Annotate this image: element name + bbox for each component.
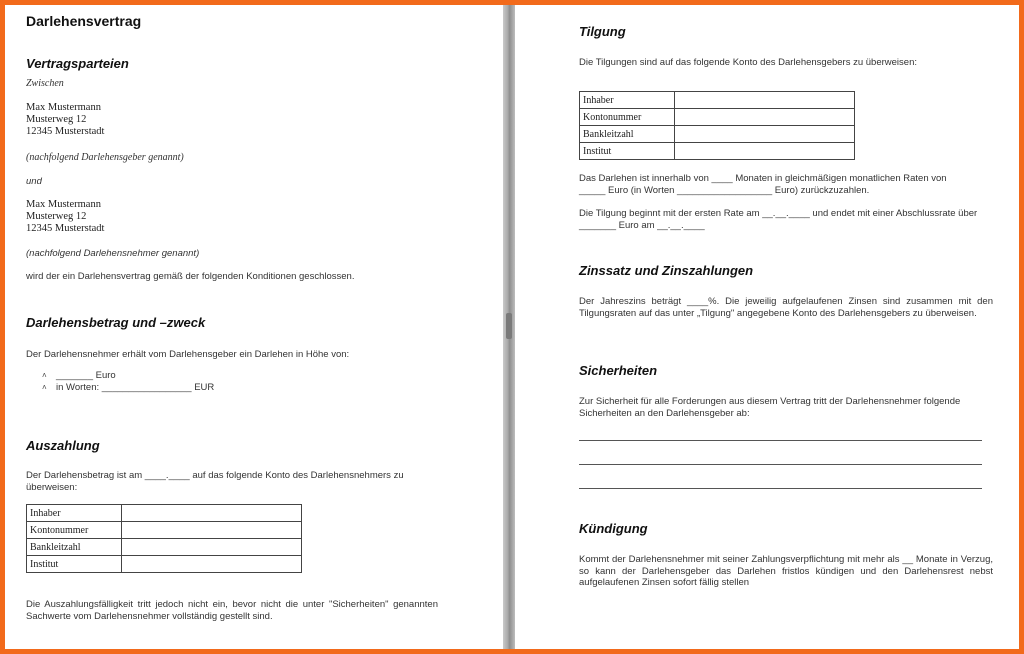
heading-vertragsparteien: Vertragsparteien xyxy=(26,56,129,71)
amount-intro: Der Darlehensnehmer erhält vom Darlehensgeber ein Darlehen in Höhe von: xyxy=(26,349,350,360)
table-cell-value[interactable] xyxy=(122,556,302,573)
contract-closing-text: wird der ein Darlehensvertrag gemäß der folgenden Konditionen geschlossen. xyxy=(26,271,355,282)
table-row xyxy=(580,126,855,143)
security-blank-line[interactable] xyxy=(579,440,982,441)
table-row xyxy=(27,522,302,539)
table-row xyxy=(27,539,302,556)
table-cell-label: Institut xyxy=(27,556,122,573)
list-item xyxy=(26,370,466,382)
repayment-account-table xyxy=(579,91,855,160)
repayment-intro: Die Tilgungen sind auf das folgende Konto des Darlehensgebers zu überweisen: xyxy=(579,57,918,68)
lender-address xyxy=(26,102,104,138)
termination-text: Kommt der Darlehensnehmer mit seiner Zahlungsverpflichtung mit mehr als __ Monate in Verzug, so kann der Darlehensgeber das Darlehen fristlos kündigen und den Darlehensrest nebst aufgelaufenen Zinsen sofort fällig stellen xyxy=(579,554,993,588)
payout-account-table xyxy=(26,504,302,573)
between-label: Zwischen xyxy=(26,78,64,89)
table-cell-label: Bankleitzahl xyxy=(580,126,675,143)
document-title: Darlehensvertrag xyxy=(26,13,142,29)
heading-darlehensbetrag: Darlehensbetrag und –zweck xyxy=(26,315,206,330)
security-blank-line[interactable] xyxy=(579,464,982,465)
heading-zinssatz: Zinssatz und Zinszahlungen xyxy=(579,263,754,278)
security-blank-line[interactable] xyxy=(579,488,982,489)
table-cell-value[interactable] xyxy=(675,126,855,143)
table-row xyxy=(27,556,302,573)
lender-note: (nachfolgend Darlehensgeber genannt) xyxy=(26,152,184,163)
table-cell-label: Kontonummer xyxy=(580,109,675,126)
page-right xyxy=(515,5,1019,649)
table-row xyxy=(27,505,302,522)
lender-city: 12345 Musterstadt xyxy=(26,126,105,137)
document-viewer xyxy=(5,5,1019,649)
table-cell-value[interactable] xyxy=(122,505,302,522)
table-row xyxy=(580,143,855,160)
and-label: und xyxy=(26,176,42,187)
amount-euro: _______ Euro xyxy=(56,370,116,381)
amount-words: in Worten: _________________ EUR xyxy=(56,382,215,393)
lender-name: Max Mustermann xyxy=(26,102,101,113)
borrower-note: (nachfolgend Darlehensnehmer genannt) xyxy=(26,248,200,259)
interest-text: Der Jahreszins beträgt ____%. Die jeweilig aufgelaufenen Zinsen sind zusammen mit den Tilgungsraten auf das unter „Tilgung" angegebene Konto des Darlehensgebers zu überweisen. xyxy=(579,296,993,319)
borrower-street: Musterweg 12 xyxy=(26,211,87,222)
borrower-address xyxy=(26,199,104,235)
table-row xyxy=(580,92,855,109)
splitter-handle[interactable] xyxy=(506,313,512,339)
borrower-city: 12345 Musterstadt xyxy=(26,223,105,234)
table-cell-label: Bankleitzahl xyxy=(27,539,122,556)
borrower-name: Max Mustermann xyxy=(26,199,101,210)
list-item xyxy=(26,382,466,394)
heading-kuendigung: Kündigung xyxy=(579,521,648,536)
table-cell-label: Institut xyxy=(580,143,675,160)
page-left xyxy=(5,5,503,649)
lender-street: Musterweg 12 xyxy=(26,114,87,125)
table-cell-label: Inhaber xyxy=(27,505,122,522)
table-cell-value[interactable] xyxy=(122,522,302,539)
heading-auszahlung: Auszahlung xyxy=(26,438,100,453)
heading-sicherheiten: Sicherheiten xyxy=(579,363,658,378)
table-row xyxy=(580,109,855,126)
table-cell-label: Inhaber xyxy=(580,92,675,109)
arrowhead-bullet-icon: ˄ xyxy=(42,383,47,392)
payout-text: Der Darlehensbetrag ist am ____.____ auf das folgende Konto des Darlehensnehmers zu überweisen: xyxy=(26,470,404,493)
repayment-schedule: Die Tilgung beginnt mit der ersten Rate am __.__.____ und endet mit einer Abschlussrate über _______ Euro am __.__.____ xyxy=(579,208,978,231)
heading-tilgung: Tilgung xyxy=(579,24,626,39)
table-cell-label: Kontonummer xyxy=(27,522,122,539)
security-text: Zur Sicherheit für alle Forderungen aus diesem Vertrag tritt der Darlehensnehmer folgende Sicherheiten an den Darlehensgeber ab: xyxy=(579,396,961,419)
payout-footer: Die Auszahlungsfälligkeit tritt jedoch nicht ein, bevor nicht die unter "Sicherheiten" genannten Sachwerte vom Darlehensnehmer vollständig gestellt sind. xyxy=(26,599,438,622)
amount-list xyxy=(26,370,466,394)
table-cell-value[interactable] xyxy=(675,92,855,109)
table-cell-value[interactable] xyxy=(122,539,302,556)
arrowhead-bullet-icon: ˄ xyxy=(42,371,47,380)
repayment-terms: Das Darlehen ist innerhalb von ____ Monaten in gleichmäßigen monatlichen Raten von _____ Euro (in Worten __________________ Euro) zurückzuzahlen. xyxy=(579,173,947,196)
table-cell-value[interactable] xyxy=(675,143,855,160)
table-cell-value[interactable] xyxy=(675,109,855,126)
